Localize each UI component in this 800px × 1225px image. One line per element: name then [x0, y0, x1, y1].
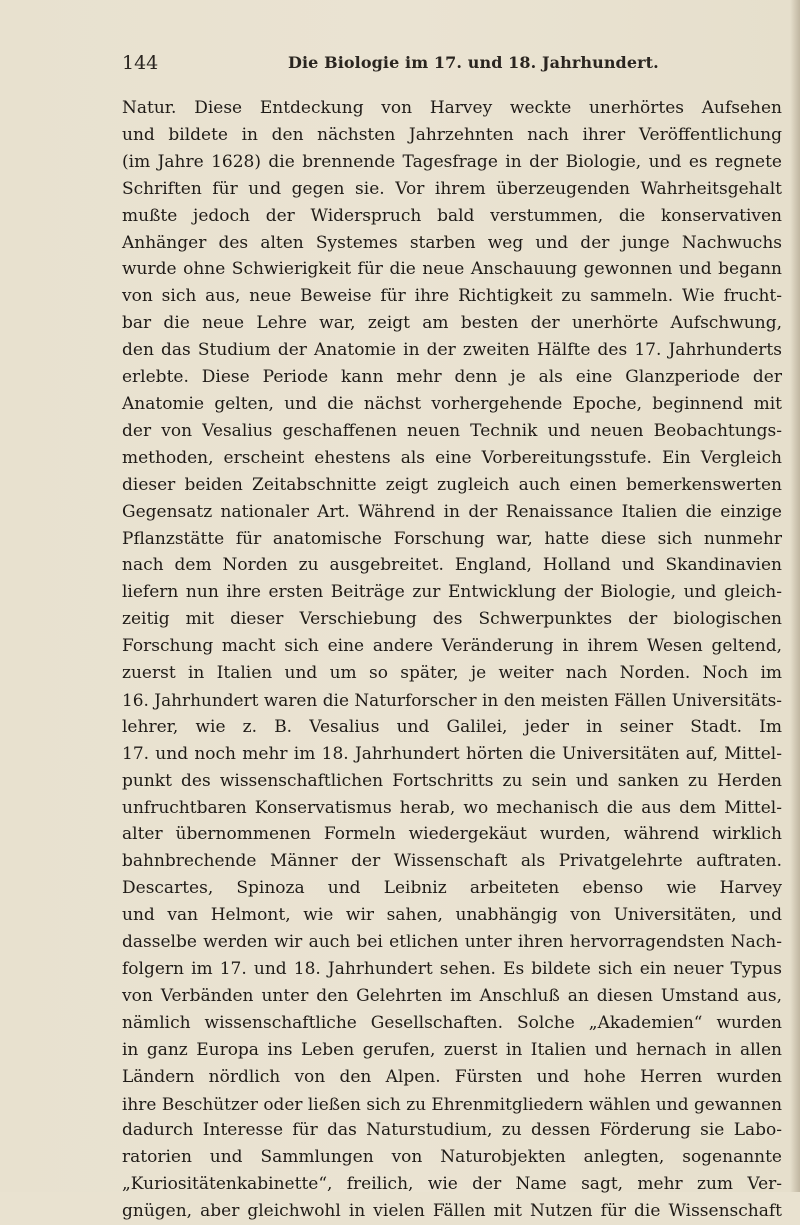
text-line: erlebte. Diese Periode kann mehr denn je als eine Glanzperiode der — [122, 367, 782, 388]
text-line: wurde ohne Schwierigkeit für die neue Anschauung gewonnen und begann — [122, 259, 782, 280]
text-line: Ländern nördlich von den Alpen. Fürsten und hohe Herren wurden — [122, 1066, 782, 1087]
text-line: nämlich wissenschaftliche Gesellschaften. Solche „Akademien“ wurden — [122, 1012, 782, 1033]
text-line: Forschung macht sich eine andere Veränderung in ihrem Wesen geltend, — [122, 636, 782, 657]
text-line: Pflanzstätte für anatomische Forschung war, hatte diese sich nunmehr — [122, 528, 782, 549]
text-line: punkt des wissenschaftlichen Fortschritts zu sein und sanken zu Herden — [122, 770, 782, 791]
text-line: zeitig mit dieser Verschiebung des Schwerpunktes der biologischen — [122, 609, 782, 630]
text-line: bahnbrechende Männer der Wissenschaft als Privatgelehrte auftraten. — [122, 851, 782, 872]
text-line: (im Jahre 1628) die brennende Tagesfrage in der Biologie, und es regnete — [122, 151, 782, 172]
text-line: unfruchtbaren Konservatismus herab, wo mechanisch die aus dem Mittel- — [122, 797, 782, 818]
text-line: „Kuriositätenkabinette“, freilich, wie der Name sagt, mehr zum Ver- — [122, 1174, 782, 1195]
page-number: 144 — [122, 52, 159, 74]
text-line: Natur. Diese Entdeckung von Harvey weckte unerhörtes Aufsehen — [122, 98, 782, 118]
running-title: Die Biologie im 17. und 18. Jahrhundert. — [288, 53, 659, 72]
text-line: alter übernommenen Formeln wiedergekäut wurden, während wirklich — [122, 824, 782, 845]
text-line: von Verbänden unter den Gelehrten im Anschluß an diesen Umstand aus, — [122, 985, 782, 1006]
text-line: und van Helmont, wie wir sahen, unabhängig von Universitäten, und — [122, 905, 782, 926]
text-line: in ganz Europa ins Leben gerufen, zuerst in Italien und hernach in allen — [122, 1039, 782, 1060]
text-line: zuerst in Italien und um so später, je weiter nach Norden. Noch im — [122, 663, 782, 684]
text-line: dadurch Interesse für das Naturstudium, zu dessen Förderung sie Labo- — [122, 1120, 782, 1141]
text-line: 16. Jahrhundert waren die Naturforscher in den meisten Fällen Universitäts- — [122, 689, 782, 710]
text-line: dieser beiden Zeitabschnitte zeigt zugleich auch einen bemerkenswerten — [122, 474, 782, 495]
text-line: Descartes, Spinoza und Leibniz arbeiteten ebenso wie Harvey — [122, 878, 782, 899]
text-line: mußte jedoch der Widerspruch bald verstummen, die konservativen — [122, 205, 782, 226]
text-line: methoden, erscheint ehestens als eine Vorbereitungsstufe. Ein Vergleich — [122, 447, 782, 468]
text-line: ihre Beschützer oder ließen sich zu Ehrenmitgliedern wählen und gewannen — [122, 1093, 782, 1114]
text-line: gnügen, aber gleichwohl in vielen Fällen mit Nutzen für die Wissenschaft — [122, 1201, 782, 1222]
running-head — [122, 52, 722, 82]
text-line: ratorien und Sammlungen von Naturobjekten anlegten, sogenannte — [122, 1147, 782, 1168]
text-line: Anatomie gelten, und die nächst vorhergehende Epoche, beginnend mit — [122, 393, 782, 414]
text-line: nach dem Norden zu ausgebreitet. England, Holland und Skandinavien — [122, 555, 782, 576]
text-line: lehrer, wie z. B. Vesalius und Galilei, jeder in seiner Stadt. Im — [122, 716, 782, 737]
text-line: dasselbe werden wir auch bei etlichen unter ihren hervorragendsten Nach- — [122, 932, 782, 953]
text-line: der von Vesalius geschaffenen neuen Technik und neuen Beobachtungs- — [122, 420, 782, 441]
text-line: folgern im 17. und 18. Jahrhundert sehen. Es bildete sich ein neuer Typus — [122, 959, 782, 979]
text-line: bar die neue Lehre war, zeigt am besten der unerhörte Aufschwung, — [122, 313, 782, 334]
text-line: 17. und noch mehr im 18. Jahrhundert hörten die Universitäten auf, Mittel- — [122, 743, 782, 764]
text-line: Schriften für und gegen sie. Vor ihrem überzeugenden Wahrheitsgehalt — [122, 178, 782, 199]
text-line: Gegensatz nationaler Art. Während in der Renaissance Italien die einzige — [122, 501, 782, 522]
text-line: liefern nun ihre ersten Beiträge zur Entwicklung der Biologie, und gleich- — [122, 582, 782, 603]
text-line: den das Studium der Anatomie in der zweiten Hälfte des 17. Jahrhunderts — [122, 340, 782, 361]
body-text — [122, 95, 782, 1225]
text-line: von sich aus, neue Beweise für ihre Richtigkeit zu sammeln. Wie frucht- — [122, 286, 782, 307]
page-edge-shadow — [790, 0, 800, 1192]
text-line: und bildete in den nächsten Jahrzehnten nach ihrer Veröffentlichung — [122, 124, 782, 145]
text-line: Anhänger des alten Systemes starben weg und der junge Nachwuchs — [122, 232, 782, 253]
